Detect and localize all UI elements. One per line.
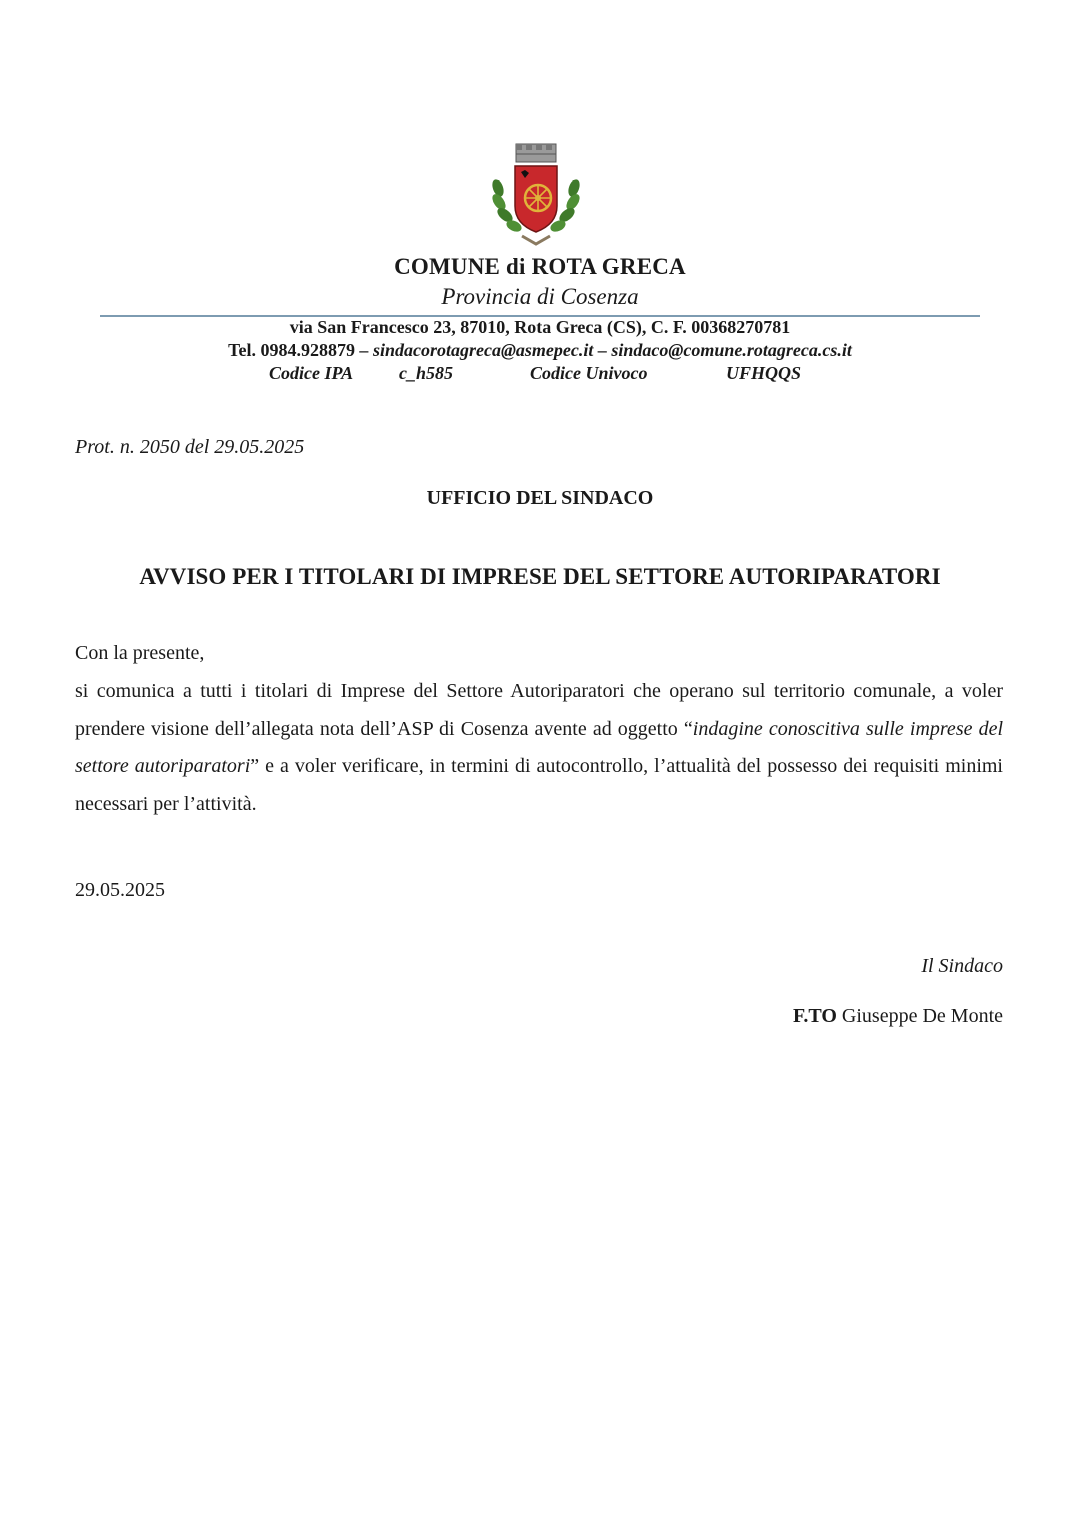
phone-number: Tel. 0984.928879 xyxy=(228,340,355,360)
greeting: Con la presente, xyxy=(75,642,205,664)
pec-email-link[interactable]: sindacorotagreca@asmepec.it xyxy=(372,340,594,360)
ipa-label: Codice IPA xyxy=(269,363,354,383)
municipality-address: via San Francesco 23, 87010, Rota Greca (CS), C. F. 00368270781 xyxy=(289,317,791,337)
univoco-code: UFHQQS xyxy=(726,363,802,383)
univoco-label: Codice Univoco xyxy=(530,363,648,383)
signature xyxy=(793,1005,1003,1028)
office-heading: UFFICIO DEL SINDACO xyxy=(426,487,654,509)
municipality-name: COMUNE di ROTA GRECA xyxy=(394,254,686,279)
notice-body xyxy=(75,673,1003,823)
province-name: Provincia di Cosenza xyxy=(441,284,639,309)
contact-line xyxy=(0,340,1080,361)
document-date: 29.05.2025 xyxy=(75,879,165,901)
municipality-crest-icon xyxy=(488,140,584,252)
protocol-number: Prot. n. 2050 del 29.05.2025 xyxy=(75,436,305,458)
contact-separator: – xyxy=(597,340,607,360)
signature-prefix: F.TO xyxy=(793,1005,837,1027)
email-link[interactable]: sindaco@comune.rotagreca.cs.it xyxy=(611,340,852,360)
contact-separator: – xyxy=(359,340,369,360)
body-text-part2: ” e a voler verificare, in termini di autocontrollo, l’attualità del possesso dei requisiti minimi necessari per l’attività. xyxy=(75,755,1003,815)
body-subject: indagine conoscitiva sulle imprese del settore autoriparatori xyxy=(75,717,1003,777)
signatory-role: Il Sindaco xyxy=(921,955,1003,977)
ipa-code: c_h585 xyxy=(399,363,453,383)
signatory-name: Giuseppe De Monte xyxy=(841,1005,1003,1027)
body-text-part1: si comunica a tutti i titolari di Imprese del Settore Autoriparatori che operano sul territorio comunale, a voler prendere visione dell’allegata nota dell’ASP di Cosenza avente ad oggetto “ xyxy=(75,680,1003,740)
notice-title: AVVISO PER I TITOLARI DI IMPRESE DEL SETTORE AUTORIPARATORI xyxy=(139,564,941,589)
